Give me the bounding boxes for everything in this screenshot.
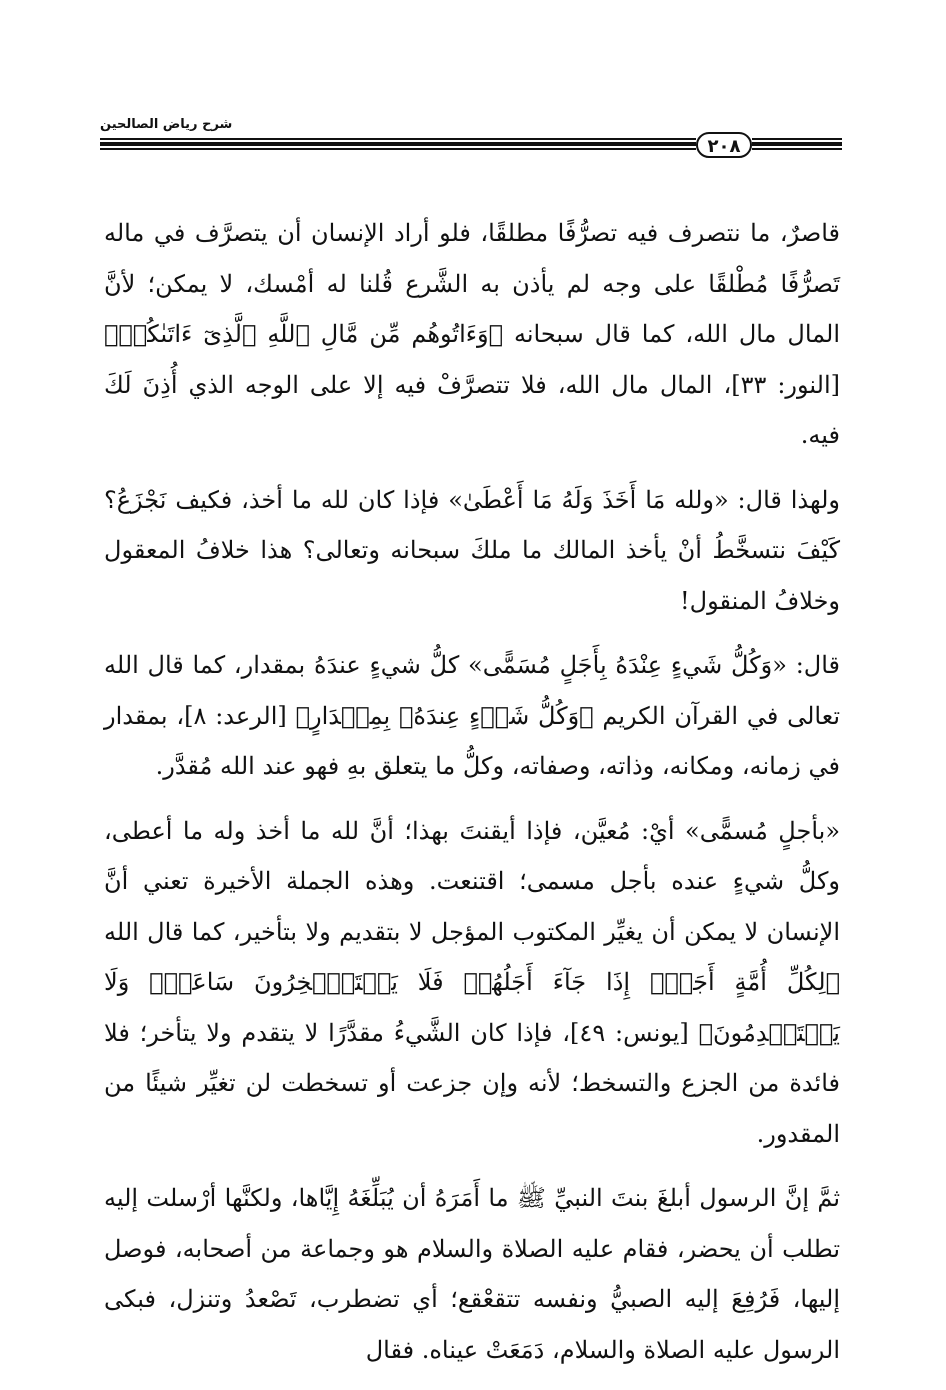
running-title: شرح رياض الصالحين: [100, 117, 233, 132]
header-rule-left: [100, 138, 696, 152]
paragraph: قال: «وَكُلُّ شَيءٍ عِنْدَهُ بِأَجَلٍ مُسَمًّى» كلُّ شيءٍ عندَهُ بمقدار، كما قال الله تعالى في القرآن الكريم ﴿وَكُلُّ شَىۡءٍ عِندَهُۥ بِمِقۡدَارٍ﴾ [الرعد: ٨]، بمقدار في زمانه، ومكانه، وذاته، وصفاته، وكلُّ ما يتعلق بهِ فهو عند الله مُقدَّر.: [104, 651, 840, 780]
page-number: ٢٠٨: [696, 132, 752, 158]
header-rule-right: [752, 138, 842, 152]
paragraph: «بأجلٍ مُسمًّى» أيْ: مُعيَّن، فإذا أيقنتَ بهذا؛ أنَّ لله ما أخذ وله ما أعطى، وكلُّ شيءٍ عنده بأجل مسمى؛ اقتنعت. وهذه الجملة الأخيرة تعني أنَّ الإنسان لا يمكن أن يغيِّر المكتوب المؤجل لا بتقديم ولا بتأخير، كما قال الله ﴿لِكُلِّ أُمَّةٍ أَجَلٌۚ إِذَا جَآءَ أَجَلُهُمۡ فَلَا يَسۡتَـٔۡخِرُونَ سَاعَةًۖ وَلَا يَسۡتَقۡدِمُونَ﴾ [يونس: ٤٩]، فإذا كان الشَّيءُ مقدَّرًا لا يتقدم ولا يتأخر؛ فلا فائدة من الجزع والتسخط؛ لأنه وإن جزعت أو تسخطت لن تغيِّر شيئًا من المقدور.: [104, 816, 840, 1148]
paragraph: ثمَّ إنَّ الرسول أبلغَ بنتَ النبيِّ ﷺ ما أَمَرَهُ أن يُبَلِّغَهُ إِيَّاها، ولكنَّها أرْسلت إليه تطلب أن يحضر، فقام عليه الصلاة والسلام هو وجماعة من أصحابه، فوصل إليها، فَرُفِعَ إليه الصبيُّ ونفسه تتقعْقع؛ أي تضطرب، تَصْعدُ وتنزل، فبكى الرسول عليه الصلاة والسلام، دَمَعَتْ عيناه. فقال: [104, 1184, 840, 1364]
paragraph: قاصرٌ، ما نتصرف فيه تصرُّفًا مطلقًا، فلو أراد الإنسان أن يتصرَّف في ماله تَصرُّفًا مُطْلقًا على وجه لم يأذن به الشَّرع قُلنا له أمْسك، لا يمكن؛ لأنَّ المال مال الله، كما قال سبحانه ﴿وَءَاتُوهُم مِّن مَّالِ ٱللَّهِ ٱلَّذِىٓ ءَاتَىٰكُمۡ﴾ [النور: ٣٣]، المال مال الله، فلا تتصرَّفْ فيه إلا على الوجه الذي أُذِنَ لَكَ فيه.: [104, 219, 840, 449]
paragraph: ولهذا قال: «ولله مَا أَخَذَ وَلَهُ مَا أَعْطَىٰ» فإذا كان لله ما أخذ، فكيف نَجْزَعُ؟ كَيْفَ نتسخَّطُ أنْ يأخذ المالك ما ملكَ سبحانه وتعالى؟ هذا خلافُ المعقول وخلافُ المنقول!: [104, 485, 840, 615]
body-text: [104, 208, 840, 1389]
